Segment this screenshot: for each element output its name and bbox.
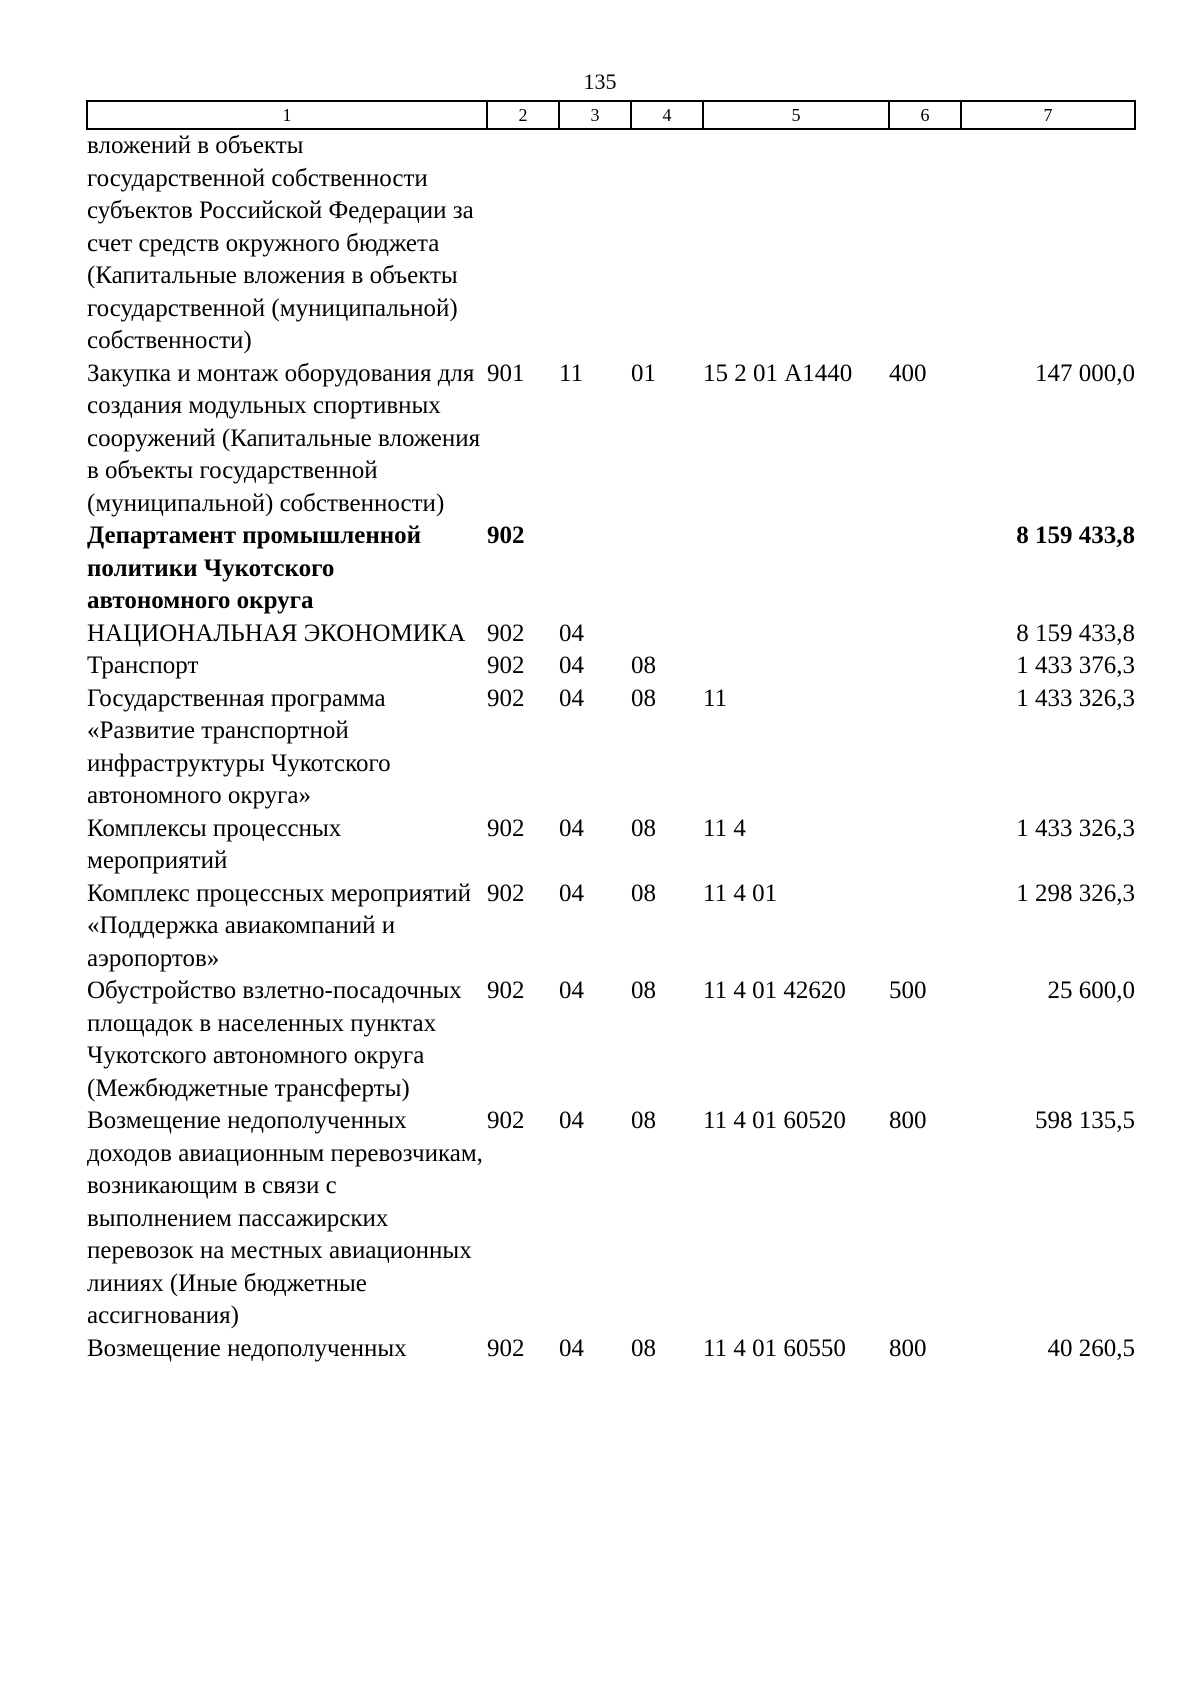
expense-type-code-cell: 800: [889, 1107, 927, 1134]
target-article-code-cell: 15 2 01 А1440: [703, 359, 853, 387]
subsection-code-cell: 08: [631, 879, 656, 907]
section-code-cell: 04: [559, 879, 584, 907]
table-row: [87, 683, 1135, 813]
target-article-code-cell: 11 4 01: [703, 879, 778, 907]
item-name-cell: вложений в объекты государственной собственности субъектов Российской Федерации за счет средств окружного бюджета (Капитальные вложения в объекты государственной (муниципальной) собственности): [87, 132, 474, 354]
header-row: [87, 101, 1135, 129]
column-header-2: 2: [487, 101, 559, 129]
amount-cell: 1 298 326,3: [1016, 879, 1135, 907]
subsection-code-cell: 08: [631, 814, 656, 842]
section-code-cell: 04: [559, 977, 584, 1004]
expense-type-code-cell: [889, 650, 961, 683]
item-name-cell: Департамент промышленной политики Чукотского автономного округа: [87, 522, 422, 614]
table-row: [87, 358, 1135, 521]
subsection-code-cell: 01: [631, 359, 656, 387]
table-body: [87, 129, 1135, 1365]
subsection-code-cell: 08: [631, 684, 656, 712]
amount-cell: 1 433 326,3: [1016, 814, 1135, 842]
subsection-code-cell: [631, 520, 703, 618]
table-row: [87, 1333, 1135, 1366]
admin-code-cell: 902: [487, 522, 525, 549]
column-header-3: 3: [559, 101, 631, 129]
target-article-code-cell: [703, 618, 889, 651]
column-header-7: 7: [961, 101, 1135, 129]
expense-type-code-cell: [889, 683, 961, 813]
target-article-code-cell: 11 4 01 60550: [703, 1334, 846, 1362]
section-code-cell: 04: [559, 619, 584, 647]
table-row: [87, 975, 1135, 1105]
admin-code-cell: 901: [487, 359, 525, 387]
section-code-cell: 04: [559, 1334, 584, 1362]
subsection-code-cell: [631, 129, 703, 358]
section-code-cell: 04: [559, 652, 584, 679]
expense-type-code-cell: [889, 813, 961, 878]
section-code-cell: 04: [559, 814, 584, 842]
admin-code-cell: 902: [487, 1107, 525, 1134]
admin-code-cell: 902: [487, 977, 525, 1004]
item-name-cell: Комплексы процессных мероприятий: [87, 814, 342, 874]
target-article-code-cell: 11 4 01 42620: [703, 977, 846, 1004]
item-name-cell: Обустройство взлетно-посадочных площадок в населенных пунктах Чукотского автономного округа (Межбюджетные трансферты): [87, 977, 462, 1102]
expense-type-code-cell: 800: [889, 1334, 927, 1362]
column-header-5: 5: [703, 101, 889, 129]
target-article-code-cell: [703, 650, 889, 683]
subsection-code-cell: 08: [631, 977, 656, 1004]
section-code-cell: [559, 520, 631, 618]
amount-cell: 8 159 433,8: [1016, 522, 1135, 549]
column-header-1: 1: [87, 101, 487, 129]
table-row: [87, 650, 1135, 683]
table-row: [87, 520, 1135, 618]
page-number: 135: [583, 69, 617, 94]
subsection-code-cell: 08: [631, 652, 656, 679]
amount-cell: 40 260,5: [1047, 1334, 1135, 1362]
expense-type-code-cell: [889, 520, 961, 618]
admin-code-cell: 902: [487, 1334, 525, 1362]
amount-cell: 147 000,0: [1035, 359, 1135, 387]
admin-code-cell: 902: [487, 879, 525, 907]
target-article-code-cell: [703, 129, 889, 358]
target-article-code-cell: 11 4 01 60520: [703, 1107, 846, 1134]
table-row: [87, 813, 1135, 878]
item-name-cell: НАЦИОНАЛЬНАЯ ЭКОНОМИКА: [87, 619, 466, 647]
expense-type-code-cell: [889, 129, 961, 358]
table-header: [87, 101, 1135, 129]
item-name-cell: Транспорт: [87, 652, 199, 679]
expense-type-code-cell: 400: [889, 359, 927, 387]
amount-cell: 25 600,0: [1047, 977, 1135, 1004]
item-name-cell: Государственная программа «Развитие транспортной инфраструктуры Чукотского автономного округа»: [87, 684, 391, 809]
subsection-code-cell: [631, 618, 703, 651]
amount-cell: 1 433 326,3: [1016, 684, 1135, 712]
table-row: [87, 129, 1135, 358]
column-header-4: 4: [631, 101, 703, 129]
admin-code-cell: 902: [487, 619, 525, 647]
amount-cell: 598 135,5: [1035, 1107, 1135, 1134]
column-header-6: 6: [889, 101, 961, 129]
section-code-cell: 04: [559, 684, 584, 712]
admin-code-cell: 902: [487, 814, 525, 842]
table-row: [87, 1105, 1135, 1333]
subsection-code-cell: 08: [631, 1107, 656, 1134]
item-name-cell: Возмещение недополученных: [87, 1334, 407, 1362]
section-code-cell: [559, 129, 631, 358]
expense-type-code-cell: 500: [889, 977, 927, 1004]
admin-code-cell: 902: [487, 652, 525, 679]
subsection-code-cell: 08: [631, 1334, 656, 1362]
admin-code-cell: 902: [487, 684, 525, 712]
table-row: [87, 618, 1135, 651]
section-code-cell: 04: [559, 1107, 584, 1134]
expense-type-code-cell: [889, 618, 961, 651]
target-article-code-cell: 11: [703, 684, 728, 712]
section-code-cell: 11: [559, 359, 584, 387]
amount-cell: [961, 129, 1135, 358]
expense-type-code-cell: [889, 878, 961, 976]
table-row: [87, 878, 1135, 976]
budget-table: [86, 100, 1136, 1365]
amount-cell: 8 159 433,8: [1016, 619, 1135, 647]
target-article-code-cell: [703, 520, 889, 618]
amount-cell: 1 433 376,3: [1016, 652, 1135, 679]
item-name-cell: Закупка и монтаж оборудования для создания модульных спортивных сооружений (Капитальные вложения в объекты государственной (муниципальной) собственности): [87, 359, 481, 517]
item-name-cell: Комплекс процессных мероприятий «Поддержка авиакомпаний и аэропортов»: [87, 879, 472, 972]
item-name-cell: Возмещение недополученных доходов авиационным перевозчикам, возникающим в связи с выполнением пассажирских перевозок на местных авиационных линиях (Иные бюджетные ассигнования): [87, 1107, 483, 1329]
admin-code-cell: [487, 129, 559, 358]
target-article-code-cell: 11 4: [703, 814, 746, 842]
